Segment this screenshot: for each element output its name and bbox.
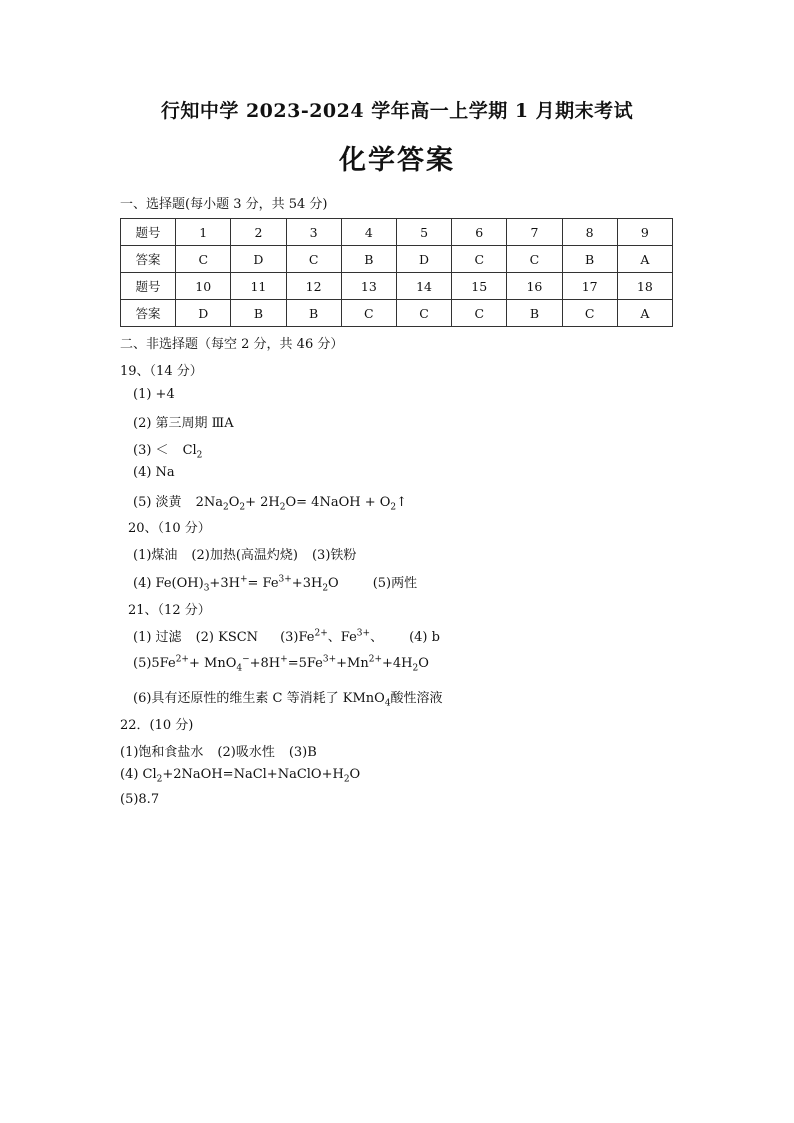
table-cell: 15 xyxy=(452,273,507,300)
table-row xyxy=(121,300,673,327)
q20-heading: 20、（10 分） xyxy=(128,521,211,536)
table-row-label: 题号 xyxy=(121,219,176,246)
table-cell: 7 xyxy=(507,219,562,246)
table-cell: C xyxy=(176,246,231,273)
q22-answers-row-1: (1)饱和食盐水 (2)吸水性 (3)B xyxy=(120,745,317,760)
q20-answers-row-1: (1)煤油 (2)加热(高温灼烧) (3)铁粉 xyxy=(133,548,357,563)
table-cell: C xyxy=(341,300,396,327)
q20-equation: (4) $Fe(OH)_3+3H^+= Fe^{3+}+3H_2O$ xyxy=(133,574,339,594)
table-cell: D xyxy=(396,246,451,273)
table-cell: C xyxy=(562,300,617,327)
table-row-label: 答案 xyxy=(121,300,176,327)
table-cell: 5 xyxy=(396,219,451,246)
answer-table xyxy=(120,218,673,327)
table-cell: 9 xyxy=(617,219,672,246)
table-cell: 13 xyxy=(341,273,396,300)
table-cell: 6 xyxy=(452,219,507,246)
q22-answer-4: (4) $Cl_2+2NaOH=NaCl+NaClO+H_2O$ xyxy=(120,767,361,785)
q19-answer-3: $(3) < Cl_2$ xyxy=(133,443,203,461)
table-cell: B xyxy=(562,246,617,273)
table-cell: C xyxy=(286,246,341,273)
q19-answer-5: (5) 淡黄 $2Na_2O_2+ 2H_2O=$ 4NaOH + $O_2↑$ xyxy=(133,495,408,513)
q22-heading: 22．(10 分) xyxy=(120,718,194,733)
table-cell: C xyxy=(452,246,507,273)
section1-heading: 一、选择题(每小题 3 分，共 54 分) xyxy=(120,197,328,212)
table-cell: 1 xyxy=(176,219,231,246)
table-cell: 4 xyxy=(341,219,396,246)
table-cell: 12 xyxy=(286,273,341,300)
table-cell: 3 xyxy=(286,219,341,246)
q19-answer-4: (4) Na xyxy=(133,465,175,480)
q22-answer-5: (5)8.7 xyxy=(120,792,160,807)
table-row-label: 题号 xyxy=(121,273,176,300)
table-cell: 11 xyxy=(231,273,286,300)
q21-answer-5: $(5)5Fe^{2+}+ MnO_4^-+8H^+=5Fe^{3+}+Mn^{2+}+4H_2O$ xyxy=(133,654,429,674)
q21-answer-6: (6)具有还原性的维生素 C 等消耗了 KMnO$_4$酸性溶液 xyxy=(133,691,443,709)
table-cell: D xyxy=(231,246,286,273)
table-cell: 2 xyxy=(231,219,286,246)
table-row-label: 答案 xyxy=(121,246,176,273)
table-cell: C xyxy=(507,246,562,273)
section2-heading: 二、非选择题（每空 2 分，共 46 分） xyxy=(120,337,344,352)
table-cell: B xyxy=(286,300,341,327)
q19-equation: $2Na_2O_2+ 2H_2O=$ 4NaOH + $O_2↑$ xyxy=(195,495,408,513)
table-row xyxy=(121,273,673,300)
table-cell: 10 xyxy=(176,273,231,300)
table-cell: 16 xyxy=(507,273,562,300)
table-cell: 14 xyxy=(396,273,451,300)
page-subtitle: 化学答案 xyxy=(339,145,455,176)
q19-heading: 19、（14 分） xyxy=(120,364,203,379)
table-cell: B xyxy=(507,300,562,327)
q19-answer-1: (1) +4 xyxy=(133,387,175,402)
table-cell: B xyxy=(341,246,396,273)
q19-answer-2: (2) 第三周期 ⅢA xyxy=(133,416,234,431)
table-row xyxy=(121,246,673,273)
q21-answers-row-1: (1) 过滤 (2) KSCN $(3)Fe^{2+}$、$Fe^{3+}$、 (4) b xyxy=(133,628,440,645)
table-cell: A xyxy=(617,246,672,273)
table-cell: A xyxy=(617,300,672,327)
q21-heading: 21、（12 分） xyxy=(128,603,211,618)
table-cell: 8 xyxy=(562,219,617,246)
table-cell: 17 xyxy=(562,273,617,300)
table-cell: C xyxy=(452,300,507,327)
table-cell: D xyxy=(176,300,231,327)
table-cell: C xyxy=(396,300,451,327)
q20-answers-row-2: (4) $Fe(OH)_3+3H^+= Fe^{3+}+3H_2O$ (5)两性 xyxy=(133,574,418,594)
page-title: 行知中学 2023-2024 学年高一上学期 1 月期末考试 xyxy=(160,100,634,122)
table-cell: B xyxy=(231,300,286,327)
table-row xyxy=(121,219,673,246)
table-cell: 18 xyxy=(617,273,672,300)
